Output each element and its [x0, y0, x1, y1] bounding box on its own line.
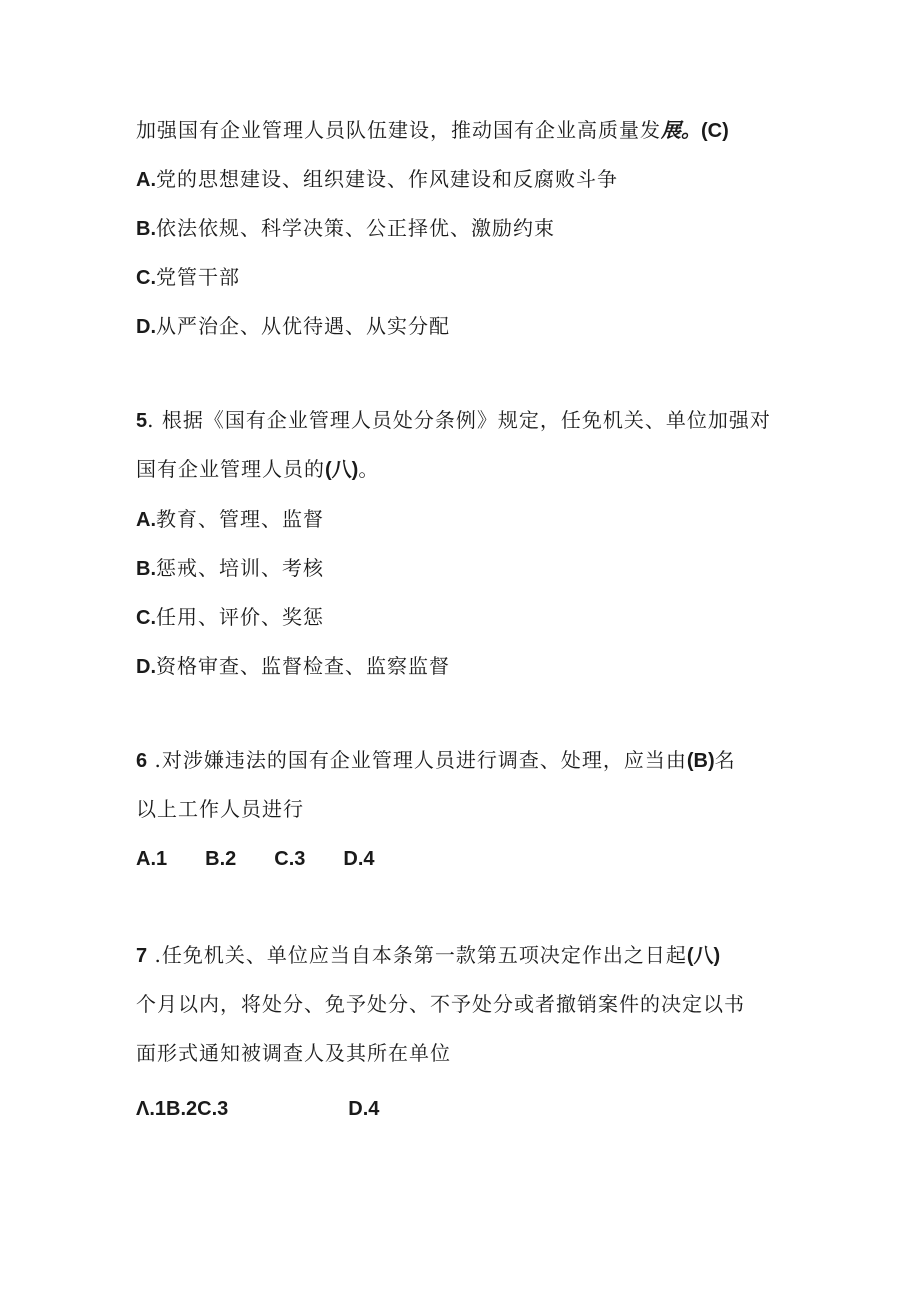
q7-stem-line2: [136, 990, 745, 1018]
option-text: 任用、评价、奖惩: [156, 605, 324, 629]
q5-line2-text: 国有企业管理人员的: [136, 457, 325, 481]
q6-line2-text: 以上工作人员进行: [136, 797, 304, 821]
q6-line1-end: 名: [714, 748, 736, 772]
option-letter: B.: [136, 218, 156, 240]
q6-options: [136, 845, 375, 873]
q4-option-a: [136, 165, 618, 194]
q6-option-a: A.1: [136, 848, 168, 870]
q6-line1-text: .对涉嫌违法的国有企业管理人员进行调查、处理，应当由: [147, 748, 687, 772]
q5-stem-line1: [136, 406, 771, 435]
option-letter: D.: [136, 316, 156, 338]
q7-option-d: D.4: [348, 1098, 380, 1120]
option-letter: A.: [136, 509, 156, 531]
q5-stem-line2: [136, 455, 379, 484]
option-text: 从严治企、从优待遇、从实分配: [156, 314, 450, 338]
q4-stem-text: 加强国有企业管理人员队伍建设，推动国有企业高质量发: [136, 118, 661, 142]
option-text: 教育、管理、监督: [156, 507, 324, 531]
q7-line3-text: 面形式通知被调查人及其所在单位: [136, 1041, 451, 1065]
q5-option-a: [136, 505, 324, 534]
q4-answer: (C): [701, 120, 729, 142]
option-text: 依法依规、科学决策、公正择优、激励约束: [156, 216, 555, 240]
q5-number: 5: [136, 410, 148, 432]
q7-stem-line3: [136, 1039, 451, 1067]
option-text: 资格审查、监督检查、监察监督: [156, 654, 450, 678]
q7-line1-text: .任免机关、单位应当自本条第一款第五项决定作出之日起: [147, 943, 687, 967]
q7-number: 7: [136, 945, 148, 967]
q4-option-d: [136, 312, 450, 341]
q5-line2-end: 。: [358, 457, 380, 481]
q7-line2-text: 个月以内，将处分、免予处分、不予处分或者撤销案件的决定以书: [136, 992, 745, 1016]
q5-option-b: [136, 554, 324, 583]
q4-option-b: [136, 214, 555, 243]
q6-option-b: B.2: [205, 848, 237, 870]
option-letter: C.: [136, 267, 156, 289]
q6-option-c: C.3: [274, 848, 306, 870]
q4-stem: [136, 116, 729, 145]
q7-options-abc: Λ.1B.2C.3: [136, 1098, 229, 1120]
q7-options: [136, 1095, 379, 1123]
option-text: 惩戒、培训、考核: [156, 556, 324, 580]
option-letter: B.: [136, 558, 156, 580]
q4-option-c: [136, 263, 240, 292]
q6-stem-line2: [136, 795, 304, 823]
option-text: 党的思想建设、组织建设、作风建设和反腐败斗争: [156, 167, 618, 191]
option-letter: C.: [136, 607, 156, 629]
q5-line1-text: . 根据《国有企业管理人员处分条例》规定，任免机关、单位加强对: [147, 408, 771, 432]
q4-stem-emphasis: 展。: [661, 120, 701, 142]
q7-stem-line1: [136, 941, 720, 970]
q7-answer: (八): [686, 945, 721, 967]
option-letter: D.: [136, 656, 156, 678]
option-letter: A.: [136, 169, 156, 191]
q6-option-d: D.4: [343, 848, 375, 870]
q5-option-c: [136, 603, 324, 632]
q5-option-d: [136, 652, 450, 681]
q5-answer: (八): [325, 459, 359, 481]
option-text: 党管干部: [156, 265, 240, 289]
q6-stem-line1: [136, 746, 736, 775]
q6-number: 6: [136, 750, 148, 772]
q6-answer: (B): [686, 750, 715, 772]
